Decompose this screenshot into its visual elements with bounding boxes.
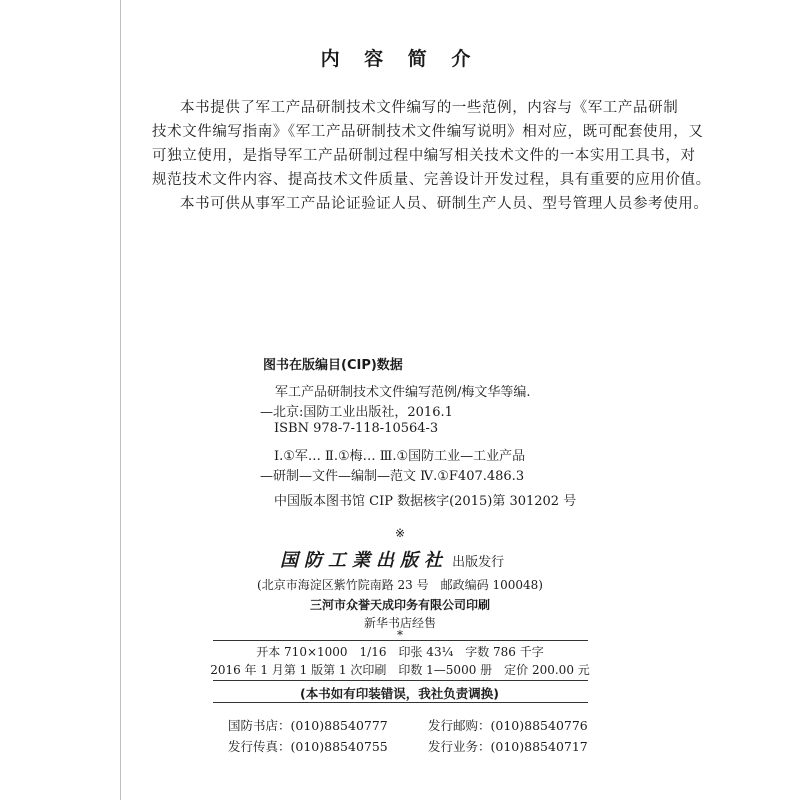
cip-line-publisher: —北京:国防工业出版社，2016.1 — [260, 405, 453, 420]
rule-bottom — [213, 702, 588, 703]
cip-line-classification-1: Ⅰ.①军… Ⅱ.①梅… Ⅲ.①国防工业—工业产品 — [274, 449, 526, 464]
contact-business — [428, 737, 588, 755]
contact-bookstore — [228, 716, 388, 734]
publisher-logo: 国防工業出版社 — [280, 550, 448, 571]
contact-mail-order — [428, 716, 588, 734]
publisher-suffix: 出版发行 — [452, 555, 505, 570]
contact-value: (010)88540717 — [490, 739, 588, 754]
intro-line-5: 本书可供从事军工产品论证验证人员、研制生产人员、型号管理人员参考使用。 — [180, 196, 709, 212]
page-title: 内 容 简 介 — [320, 48, 480, 70]
publisher-address: (北京市海淀区紫竹院南路 23 号 邮政编码 100048) — [257, 578, 543, 592]
contact-label: 发行邮购： — [428, 718, 491, 733]
contact-label: 发行传真： — [228, 739, 291, 754]
contact-label: 发行业务： — [428, 739, 491, 754]
cip-line-record-number: 中国版本图书馆 CIP 数据核字(2015)第 301202 号 — [274, 494, 577, 509]
rule-top — [213, 640, 588, 641]
book-specs-2: 2016 年 1 月第 1 版第 1 次印刷 印数 1—5000 册 定价 200.00 元 — [210, 663, 590, 677]
rule-middle — [213, 680, 588, 681]
printer: 三河市众誉天成印务有限公司印刷 — [309, 598, 490, 612]
contact-fax — [228, 737, 388, 755]
contact-label: 国防书店： — [228, 718, 291, 733]
contact-value: (010)88540776 — [490, 718, 588, 733]
distributor: 新华书店经售 — [363, 616, 436, 630]
contact-value: (010)88540755 — [290, 739, 388, 754]
publisher-line — [280, 546, 504, 572]
intro-line-2: 技术文件编写指南》《军工产品研制技术文件编写说明》相对应，既可配套使用，又 — [152, 124, 704, 140]
error-notice: (本书如有印装错误，我社负责调换) — [300, 686, 499, 701]
intro-line-1: 本书提供了军工产品研制技术文件编写的一些范例，内容与《军工产品研制 — [180, 100, 679, 116]
cip-line-classification-2: —研制—文件—编制—范文 Ⅳ.①F407.486.3 — [260, 469, 525, 484]
intro-line-4: 规范技术文件内容、提高技术文件质量、完善设计开发过程，具有重要的应用价值。 — [152, 172, 711, 188]
intro-line-3: 可独立使用，是指导军工产品研制过程中编写相关技术文件的一本实用工具书，对 — [152, 148, 696, 164]
cip-line-isbn: ISBN 978-7-118-10564-3 — [274, 421, 439, 436]
cip-line-title: 军工产品研制技术文件编写范例/梅文华等编. — [275, 385, 531, 400]
star-mark: * — [397, 628, 403, 642]
book-specs-1: 开本 710×1000 1/16 印张 43¼ 字数 786 千字 — [256, 645, 544, 659]
contact-value: (010)88540777 — [290, 718, 388, 733]
separator-mark: ※ — [394, 526, 406, 540]
cip-heading: 图书在版编目(CIP)数据 — [263, 358, 403, 373]
